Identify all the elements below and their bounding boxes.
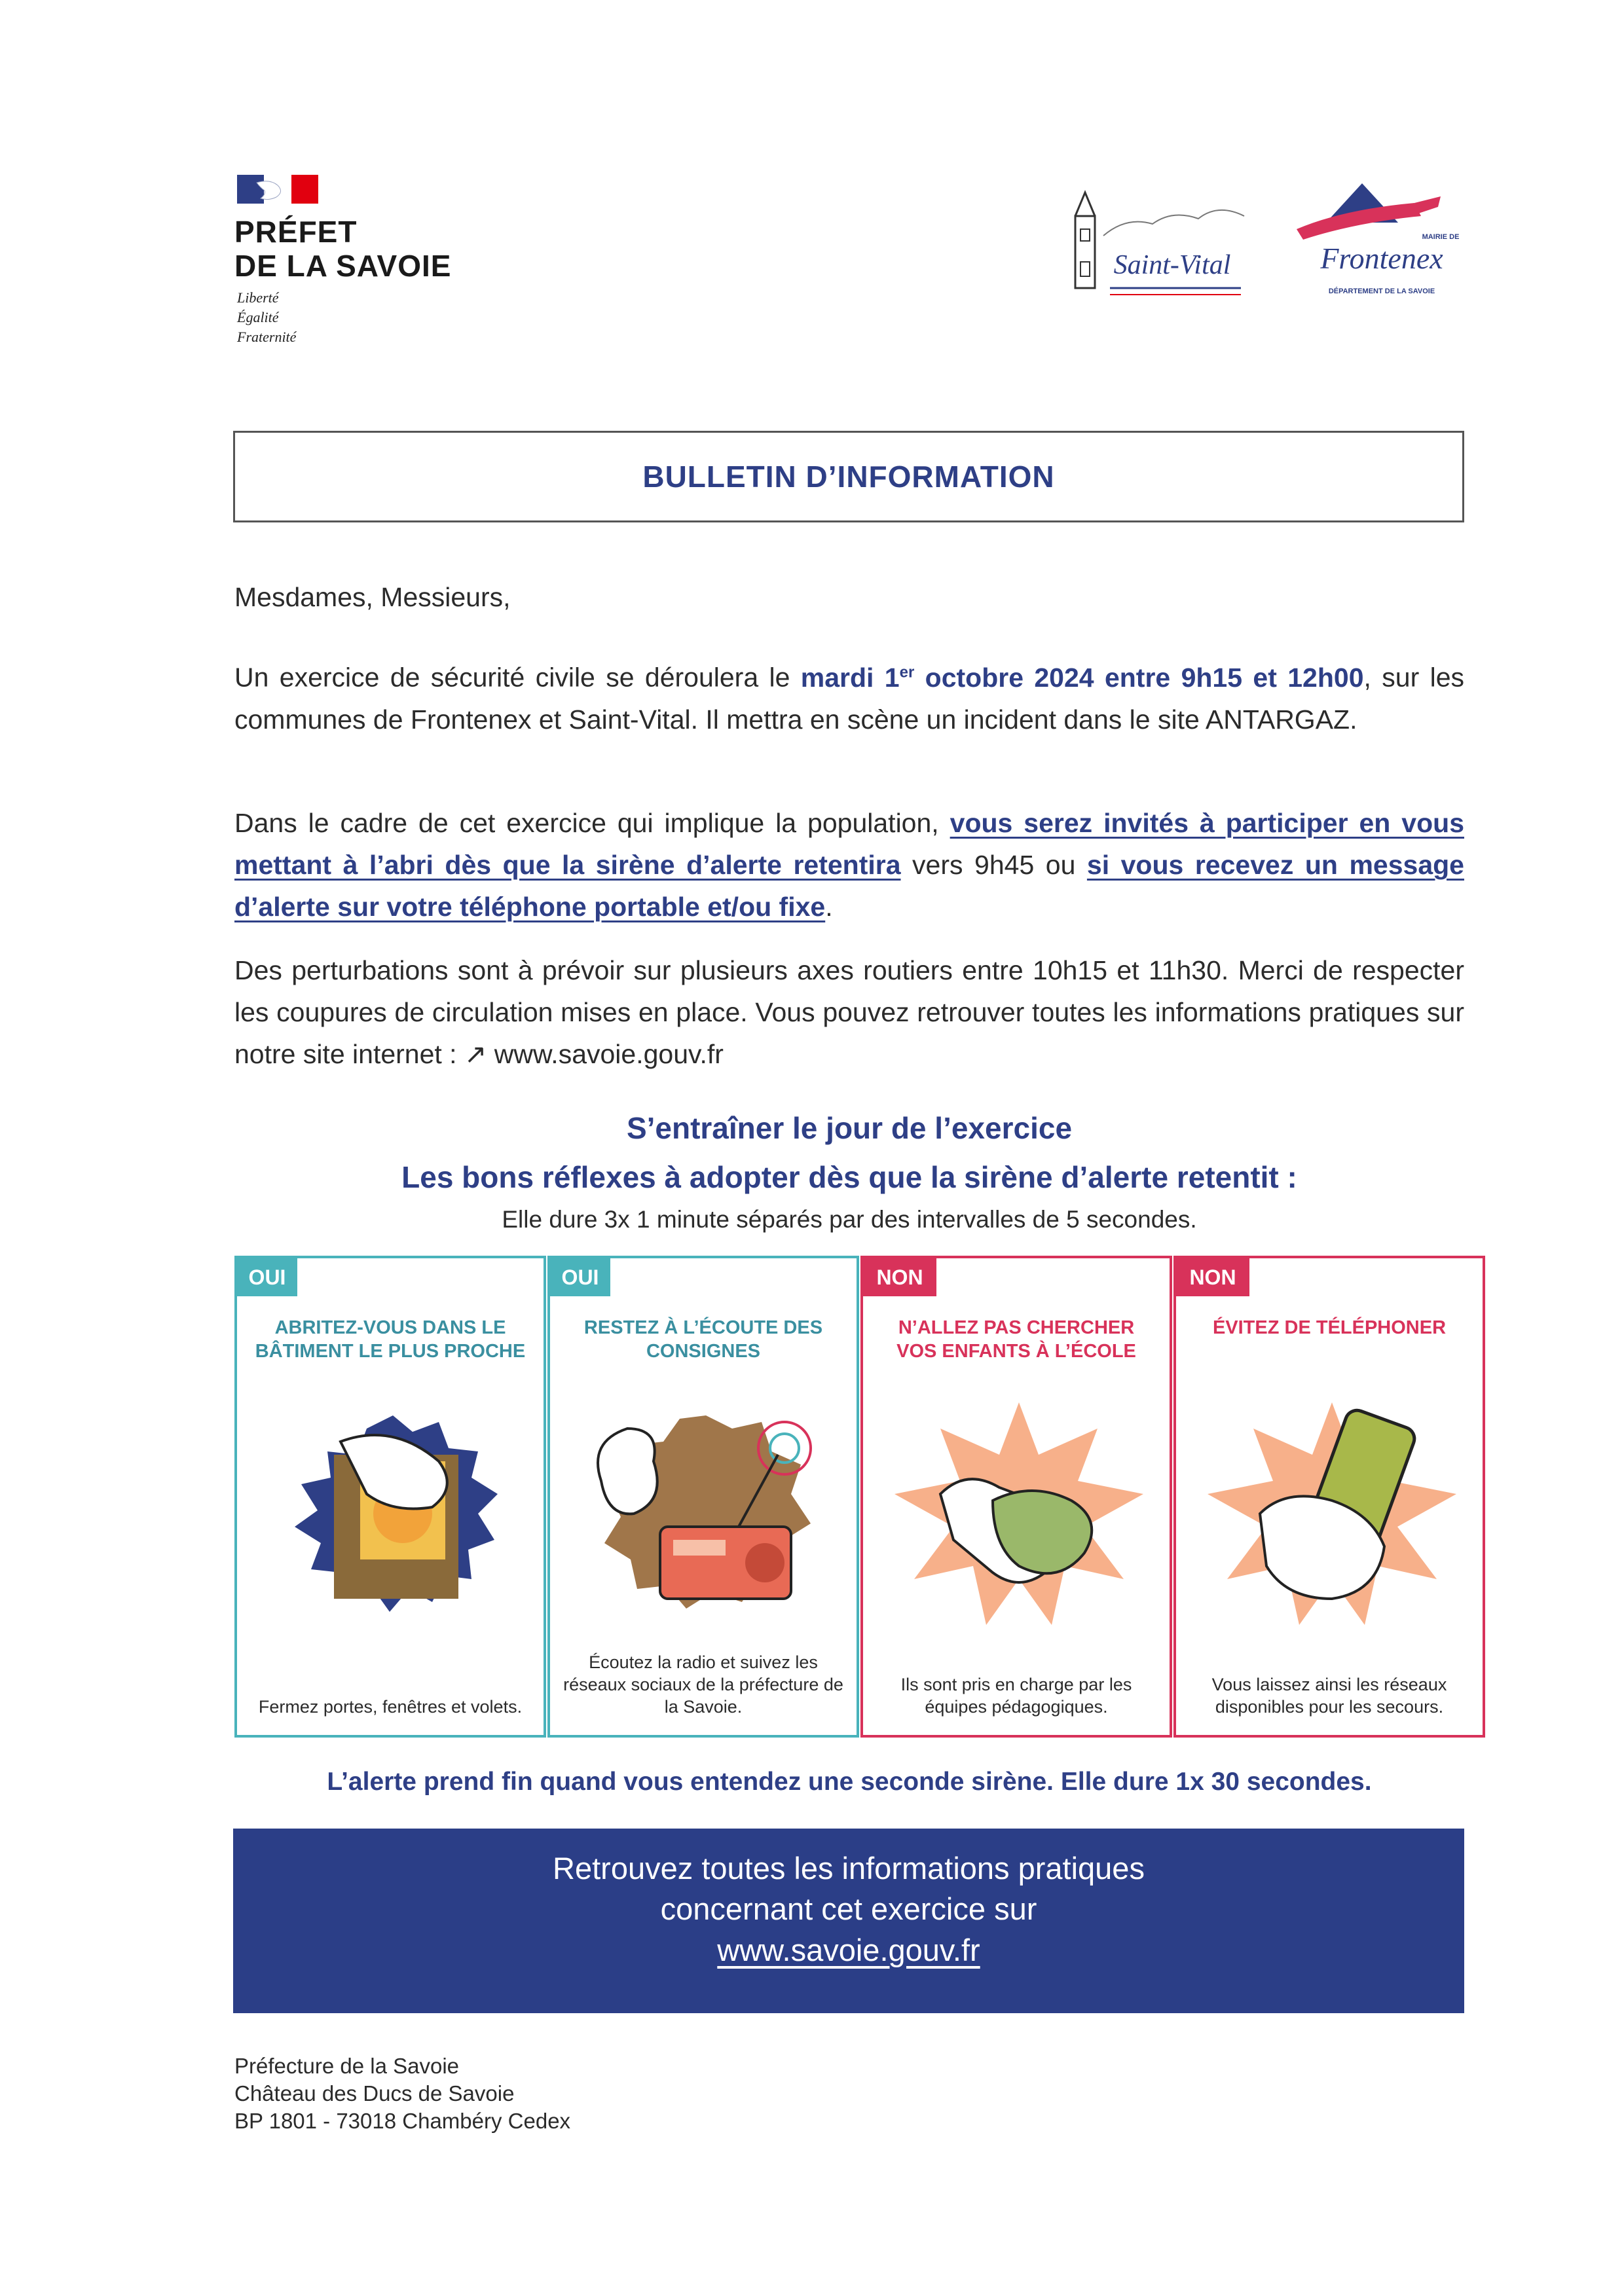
bulletin-title: BULLETIN D’INFORMATION <box>642 460 1055 494</box>
greeting: Mesdames, Messieurs, <box>234 582 511 612</box>
savoie-link[interactable]: www.savoie.gouv.fr <box>494 1039 724 1069</box>
card-title: N’ALLEZ PAS CHERCHER VOS ENFANTS À L’ÉCOLE <box>896 1317 1136 1362</box>
footer-line2: Château des Ducs de Savoie <box>234 2081 515 2105</box>
marianne-logo <box>237 175 318 204</box>
card-no-school <box>860 1256 1172 1738</box>
card-no-phone <box>1173 1256 1485 1738</box>
motto-liberte: Liberté <box>237 289 279 306</box>
paragraph-exercise-date <box>234 651 1464 740</box>
card-title: ÉVITEZ DE TÉLÉPHONER <box>1212 1317 1447 1338</box>
badge-oui: OUI <box>550 1258 610 1296</box>
p3-text-a: Des perturbations sont à prévoir sur plusieurs axes routiers entre 10h15 et 11h30. Merci de respecter les coupures de circulation mises en place. Vous pouvez retrouver toutes les informations pratiques sur notre site internet : <box>234 955 1464 1069</box>
motto-egalite: Égalité <box>237 309 279 325</box>
shelter-instruction: vous serez invités à participer en vous mettant à l’abri dès que la sirène d’alerte retentira <box>234 808 1464 880</box>
phone-alert-instruction: si vous recevez un message d’alerte sur votre téléphone portable et/ou fixe <box>234 850 1464 922</box>
date-superscript: er <box>899 663 915 681</box>
saint-vital-wordmark: Saint-Vital <box>1113 250 1231 280</box>
banner-line2: concernant cet exercice sur <box>660 1891 1037 1926</box>
footer-address <box>234 2052 570 2135</box>
p2-text-b: vers 9h45 ou <box>900 850 1087 880</box>
saint-vital-logo <box>1067 190 1264 308</box>
info-banner <box>233 1829 1464 2013</box>
paragraph-instructions <box>234 802 1464 928</box>
date-part-b: octobre 2024 entre 9h15 et 12h00 <box>914 662 1364 693</box>
section-subtitle: Elle dure 3x 1 minute séparés par des intervalles de 5 secondes. <box>502 1206 1197 1233</box>
banner-line1: Retrouvez toutes les informations pratiques <box>553 1851 1145 1886</box>
external-link-icon: ↗ <box>464 1039 487 1069</box>
door-handle-icon <box>262 1402 524 1625</box>
card-caption: Ils sont pris en charge par les équipes pédagogiques. <box>900 1675 1132 1717</box>
end-alert-note: L’alerte prend fin quand vous entendez une seconde sirène. Elle dure 1x 30 secondes. <box>327 1768 1372 1796</box>
card-title: ABRITEZ-VOUS DANS LE BÂTIMENT LE PLUS PROCHE <box>255 1317 526 1362</box>
paragraph-traffic <box>234 949 1464 1075</box>
card-caption: Vous laissez ainsi les réseaux disponibles pour les secours. <box>1211 1675 1447 1717</box>
card-title: RESTEZ À L’ÉCOUTE DES CONSIGNES <box>583 1317 823 1362</box>
section-title-1: S’entraîner le jour de l’exercice <box>626 1111 1073 1145</box>
holding-hands-icon <box>888 1402 1150 1625</box>
card-caption: Écoutez la radio et suivez les réseaux sociaux de la préfecture de la Savoie. <box>563 1652 843 1717</box>
badge-non: NON <box>1176 1258 1249 1296</box>
frontenex-wordmark: Frontenex <box>1320 242 1443 275</box>
frontenex-logo <box>1283 177 1473 308</box>
p2-text-a: Dans le cadre de cet exercice qui implique la population, <box>234 808 950 838</box>
badge-oui: OUI <box>237 1258 297 1296</box>
banner-link[interactable]: www.savoie.gouv.fr <box>717 1933 980 1967</box>
prefet-title <box>234 215 509 283</box>
footer-line3: BP 1801 - 73018 Chambéry Cedex <box>234 2109 571 2133</box>
phone-icon <box>1201 1402 1463 1625</box>
footer-line1: Préfecture de la Savoie <box>234 2054 460 2078</box>
p2-text-c: . <box>825 892 833 922</box>
p1-text-a: Un exercice de sécurité civile se déroulera le <box>234 662 801 693</box>
card-caption: Fermez portes, fenêtres et volets. <box>258 1697 523 1717</box>
section-title-2: Les bons réflexes à adopter dès que la sirène d’alerte retentit : <box>401 1160 1297 1194</box>
badge-non: NON <box>863 1258 936 1296</box>
bulletin-title-box <box>233 431 1464 522</box>
republic-motto <box>237 288 296 347</box>
prefet-line1: PRÉFET <box>234 215 358 249</box>
exercise-date <box>801 663 1364 693</box>
motto-fraternite: Fraternité <box>237 329 297 345</box>
card-listen <box>547 1256 859 1738</box>
frontenex-subtitle: DÉPARTEMENT DE LA SAVOIE <box>1328 287 1435 295</box>
date-part-a: mardi 1 <box>800 662 900 693</box>
frontenex-top-text: MAIRIE DE <box>1422 233 1460 241</box>
radio-icon <box>575 1402 837 1625</box>
p1-text-b: , sur les communes de Frontenex et Saint-Vital. Il mettra en scène un incident dans le site ANTARGAZ. <box>234 662 1464 735</box>
prefet-line2: DE LA SAVOIE <box>234 249 452 283</box>
card-shelter <box>234 1256 546 1738</box>
